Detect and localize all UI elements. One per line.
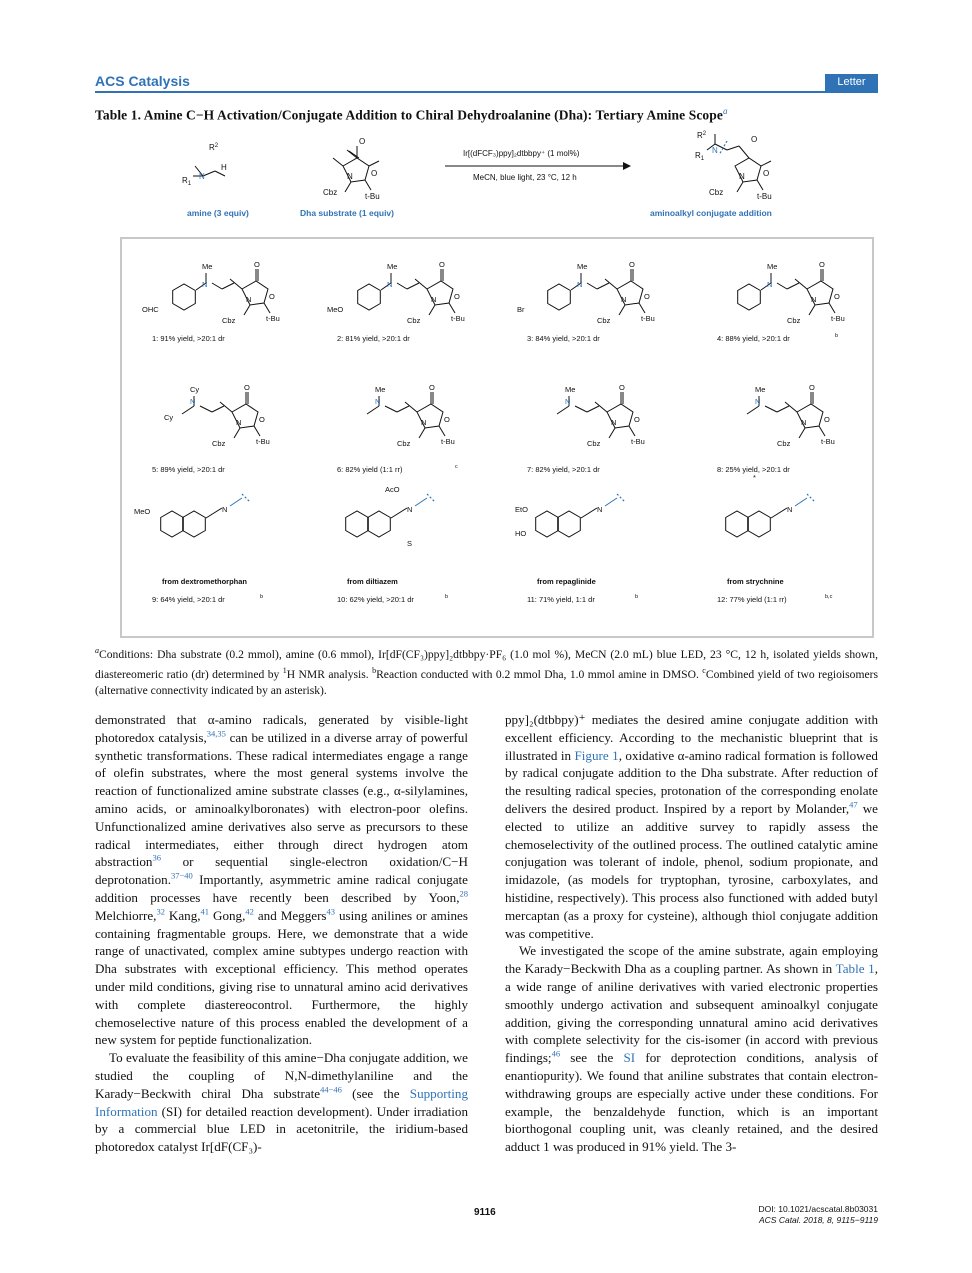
caption-note: b,c: [825, 594, 833, 600]
compound-1: [142, 260, 280, 343]
product-r2-label: $R^2$: [697, 131, 707, 140]
n-methyl-label: Me: [375, 385, 386, 394]
methoxy-label: MeO: [134, 507, 151, 516]
core-n-label: N: [597, 505, 603, 514]
compound-caption: 9: 64% yield, >20:1 dr: [152, 595, 225, 604]
citation-44-46[interactable]: 44−46: [320, 1084, 342, 1095]
dha-caption: Dha substrate (1 equiv): [300, 208, 394, 218]
citation-28[interactable]: 28: [459, 888, 468, 899]
dha-n-label: N: [347, 172, 353, 181]
reaction-scheme: [95, 128, 878, 228]
compound-caption: 4: 88% yield, >20:1 dr: [717, 334, 790, 343]
page-number: 9116: [474, 1207, 496, 1218]
citation-46[interactable]: 46: [551, 1048, 561, 1059]
compound-caption: 3: 84% yield, >20:1 dr: [527, 334, 600, 343]
regio-asterisk: *: [753, 473, 756, 482]
alkyl-n-label: N: [565, 397, 571, 406]
tbu-label: t-Bu: [641, 314, 655, 323]
product-r1-label: $R_1$: [695, 151, 705, 162]
carbonyl-o-label: O: [244, 383, 250, 392]
cbz-label: Cbz: [212, 439, 226, 448]
compound-11: [515, 494, 638, 604]
amine-n-label: N: [199, 172, 205, 181]
product-ring-o: O: [763, 169, 770, 178]
scope-table: [120, 237, 874, 638]
journal-citation: ACS Catal. 2018, 8, 9115−9119: [758, 1215, 878, 1225]
product-n-label: N: [712, 146, 718, 155]
scheme-conditions: MeCN, blue light, 23 °C, 12 h: [473, 173, 577, 182]
ring-o-label: O: [824, 415, 830, 424]
ring-n-label: N: [421, 418, 427, 427]
dha-tbu-label: t-Bu: [365, 192, 380, 201]
core-n-label: N: [787, 505, 793, 514]
compound-caption: 6: 82% yield (1:1 rr): [337, 465, 403, 474]
ring-o-label: O: [269, 292, 275, 301]
ring-o-label: O: [454, 292, 460, 301]
citation-47[interactable]: 47: [849, 799, 858, 810]
right-paragraph-2: We investigated the scope of the amine substrate, again employing the Karady−Beckwith Dha as a coupling partner. As shown in Table 1, a wide range of aniline derivatives with varied electronic properties smoothly undergo activation and subsequent aminoalkyl conjugate addition, giving the corresponding unnatural amino acid derivatives with complete selectivity for the cis-isomer (in accord with previous findings;$^{46}$ see the SI for deprotection conditions, analysis of enantiopurity). We found that aniline substrates that contain electron-withdrawing groups are especially active under these conditions. For example, the benzaldehyde function, which is an important biorthogonal coupling unit, was cleanly retained, and the desired adduct 1 was produced in 91% yield. The 3-: [505, 943, 879, 1155]
scope-structures: [122, 239, 872, 636]
compound-6: [337, 383, 458, 474]
dha-cbz-label: Cbz: [323, 188, 338, 197]
amine-h-label: H: [221, 163, 227, 172]
dha-carbonyl-o: O: [359, 137, 366, 146]
product-caption: aminoalkyl conjugate addition: [650, 208, 772, 218]
compound-caption: 1: 91% yield, >20:1 dr: [152, 334, 225, 343]
reaction-arrowhead: [623, 162, 631, 170]
carbonyl-o-label: O: [429, 383, 435, 392]
aryl-n-label: N: [387, 280, 393, 289]
caption-note: b: [635, 594, 639, 600]
aryl-substituent-label: Br: [517, 305, 525, 314]
tbu-label: t-Bu: [256, 437, 270, 446]
table-1-link[interactable]: Table 1: [835, 961, 875, 977]
aryl-n-label: N: [577, 280, 583, 289]
compound-3: [517, 260, 655, 343]
caption-note: b: [260, 594, 264, 600]
compound-9: [134, 494, 263, 604]
left-paragraph-1: demonstrated that α-amino radicals, generated by visible-light photoredox catalysis,$^{34,35}$ can be utilized in a diverse array of powerful synthetic transformations. These radical intermediates engage a range of olefin substrates, where the most general systems involve the reaction of functionalized amine substrate classes (e.g., α-silylamines, amino acids, or aminoalkylboronates) with electron-poor olefins. Unfunctionalized amine derivatives also serve as precursors to these radical intermediates, either through direct hydrogen atom abstraction$^{36}$ or sequential single-electron oxidation/C−H deprotonation.$^{37-40}$ Importantly, asymmetric amine radical conjugate addition processes have recently been described by Yoon,$^{28}$ Melchiorre,$^{32}$ Kang,$^{41}$ Gong,$^{42}$ and Meggers$^{43}$ using anilines or amines containing fragmentable groups. Here, we demonstrate that a wide range of unactivated, complex amine subtypes undergo reaction with Dha substrates with exceptional efficiency. This method operates under mild conditions, giving rise to unnatural amino acid derivatives with complete diastereocontrol. Furthermore, the highly chemoselective nature of this process enabled the development of a new system for peptide functionalization.: [95, 712, 468, 1048]
product-carbonyl-o: O: [751, 135, 758, 144]
citation-32[interactable]: 32: [156, 906, 165, 917]
scheme-reagents: Ir[(dFCF₃)ppy]₂dtbbpy⁺ (1 mol%): [463, 149, 580, 158]
table-title: [95, 106, 878, 124]
ring-o-label: O: [634, 415, 640, 424]
alkyl-n-label: N: [375, 397, 381, 406]
amine-r2-label: $R^2$: [209, 143, 219, 152]
compound-2: [327, 260, 465, 343]
tbu-label: t-Bu: [441, 437, 455, 446]
ring-n-label: N: [621, 295, 627, 304]
citation-37-40[interactable]: 37−40: [171, 870, 193, 881]
alkyl-n-label: N: [190, 397, 196, 406]
si-link[interactable]: SI: [623, 1050, 636, 1066]
compound-12: [717, 473, 833, 604]
carbonyl-o-label: O: [619, 383, 625, 392]
product-cbz-label: Cbz: [709, 188, 724, 197]
footnote-a: Conditions: Dha substrate (0.2 mmol), amine (0.6 mmol), Ir[dF(CF₃)ppy]₂dtbbpy·PF₆ (1.0 mol %), MeCN (2.0 mL) blue LED, 23 °C, 12 h, isolated yields shown, diastereomeric ratio (dr) determined by: [95, 647, 878, 681]
ring-n-label: N: [246, 295, 252, 304]
n-methyl-label: Me: [202, 262, 213, 271]
carbonyl-o-label: O: [809, 383, 815, 392]
product-tbu-label: t-Bu: [757, 192, 772, 201]
ring-n-label: N: [811, 295, 817, 304]
dha-ring-o: O: [371, 169, 378, 178]
ring-n-label: N: [431, 295, 437, 304]
table-footnote: $^a$Conditions: Dha substrate (0.2 mmol), amine (0.6 mmol), Ir[dF(CF₃)ppy]₂dtbbpy·PF₆ (1.0 mol %), MeCN (2.0 mL) blue LED, 23 °C, 12 h, isolated yields shown, diastereomeric ratio (dr) determined by $^1$H NMR analysis. $^b$Reaction conducted with 0.2 mmol Dha, 1.0 mmol amine in DMSO. $^c$Combined yield of two regioisomers (alternative connectivity indicated by an asterisk).: [95, 646, 878, 697]
compound-caption: 11: 71% yield, 1:1 dr: [527, 595, 595, 604]
table-title-note: a: [722, 106, 728, 116]
aryl-n-label: N: [202, 280, 208, 289]
header-rule: [95, 91, 878, 93]
n-substituent-label: Cy: [190, 385, 200, 394]
caption-note: b: [835, 333, 839, 339]
carbonyl-o-label: O: [629, 260, 635, 269]
compound-caption: 8: 25% yield, >20:1 dr: [717, 465, 790, 474]
ring-n-label: N: [611, 418, 617, 427]
cbz-label: Cbz: [777, 439, 791, 448]
table-title-text: Table 1. Amine C−H Activation/Conjugate Addition to Chiral Dehydroalanine (Dha): Tertiary Amine Scope: [95, 107, 723, 123]
citation-42[interactable]: 42: [245, 906, 254, 917]
citation-41[interactable]: 41: [200, 906, 210, 917]
tbu-label: t-Bu: [451, 314, 465, 323]
compound-caption: 7: 82% yield, >20:1 dr: [527, 465, 600, 474]
n-methyl-label: Me: [565, 385, 576, 394]
compound-4: [717, 260, 845, 343]
sulfur-label: S: [407, 539, 413, 548]
citation-43[interactable]: 43: [326, 906, 336, 917]
ring-o-label: O: [644, 292, 650, 301]
n-methyl-label: Me: [387, 262, 398, 271]
n-methyl-label: Me: [755, 385, 766, 394]
aryl-n-label: N: [767, 280, 773, 289]
tbu-label: t-Bu: [266, 314, 280, 323]
core-n-label: N: [407, 505, 413, 514]
cbz-label: Cbz: [397, 439, 411, 448]
origin-label: from dextromethorphan: [162, 577, 248, 586]
journal-header: [95, 73, 878, 95]
amine-r1-label: $R_1$: [182, 176, 192, 187]
citation-36[interactable]: 36: [152, 853, 161, 864]
carbonyl-o-label: O: [254, 260, 260, 269]
core-n-label: N: [222, 505, 228, 514]
cbz-label: Cbz: [407, 316, 421, 325]
compound-5: [152, 383, 270, 474]
n-methyl-label: Me: [577, 262, 588, 271]
n-methyl-label: Me: [767, 262, 778, 271]
carbonyl-o-label: O: [819, 260, 825, 269]
footnote-nmr: H NMR analysis.: [286, 667, 369, 681]
compound-7: [527, 383, 645, 474]
ring-n-label: N: [801, 418, 807, 427]
compound-caption: 5: 89% yield, >20:1 dr: [152, 465, 225, 474]
doi-text[interactable]: DOI: 10.1021/acscatal.8b03031: [758, 1204, 878, 1214]
article-type-badge: Letter: [825, 74, 878, 91]
tbu-label: t-Bu: [631, 437, 645, 446]
compound-caption: 2: 81% yield, >20:1 dr: [337, 334, 410, 343]
caption-note: b: [445, 594, 449, 600]
figure-1-link[interactable]: Figure 1: [574, 747, 619, 763]
alkyl-n-label: N: [755, 397, 761, 406]
ethoxy-label: EtO: [515, 505, 528, 514]
ring-o-label: O: [444, 415, 450, 424]
ring-o-label: O: [834, 292, 840, 301]
hydroxy-label: HO: [515, 529, 527, 538]
ring-n-label: N: [236, 418, 242, 427]
journal-name: ACS Catalysis: [95, 73, 190, 89]
origin-label: from diltiazem: [347, 577, 398, 586]
cbz-label: Cbz: [587, 439, 601, 448]
product-n-ring-label: N: [739, 172, 745, 181]
compound-8: [717, 383, 835, 474]
tbu-label: t-Bu: [831, 314, 845, 323]
supporting-information-link[interactable]: Supporting Information: [95, 1085, 468, 1119]
footnote-b: Reaction conducted with 0.2 mmol Dha, 1.0 mmol amine in DMSO.: [376, 667, 699, 681]
caption-note: c: [455, 464, 458, 470]
cbz-label: Cbz: [787, 316, 801, 325]
acetoxy-label: AcO: [385, 485, 400, 494]
compound-10: [337, 485, 448, 604]
n-substituent-label-2: Cy: [164, 413, 174, 422]
right-paragraph-1: ppy]₂(dtbbpy)⁺ mediates the desired amine conjugate addition with excellent efficiency. According to the mechanistic blueprint that is illustrated in Figure 1, oxidative α-amino radical formation is followed by radical conjugate addition to the Dha substrate. After reduction of the resulting radical species, protonation of the corresponding enolate delivers the desired product. Inspired by a report by Molander,$^{47}$ we elected to utilize an additive survey to rapidly assess the chemoselectivity of the outlined process. The outlined catalytic amine conjugation was tolerant of indole, phenol, sodium propionate, and imidazole, (as models for tryptophan, tyrosine, carboxylates, and histidine, respectively). This process also functioned with added butyl mercaptan (as a proxy for cysteine), although thiol conjugate addition was competitive.: [505, 712, 878, 941]
aryl-substituent-label: OHC: [142, 305, 159, 314]
cbz-label: Cbz: [597, 316, 611, 325]
doi-block: [758, 1204, 878, 1226]
footnote-c: Combined yield of two regioisomers (alternative connectivity indicated by an asterisk).: [95, 667, 878, 697]
cbz-label: Cbz: [222, 316, 236, 325]
amine-caption: amine (3 equiv): [187, 208, 249, 218]
tbu-label: t-Bu: [821, 437, 835, 446]
carbonyl-o-label: O: [439, 260, 445, 269]
body-column-right: [505, 711, 878, 1156]
origin-label: from repaglinide: [537, 577, 596, 586]
body-column-left: [95, 711, 468, 1156]
compound-caption: 12: 77% yield (1:1 rr): [717, 595, 787, 604]
origin-label: from strychnine: [727, 577, 784, 586]
aryl-substituent-label: MeO: [327, 305, 344, 314]
ring-o-label: O: [259, 415, 265, 424]
left-paragraph-2: To evaluate the feasibility of this amine−Dha conjugate addition, we studied the coupling of N,N-dimethylaniline and the Karady−Beckwith chiral Dha substrate$^{44-46}$ (see the Supporting Information (SI) for detailed reaction development). Under irradiation by a commercial blue LED in acetonitrile, the iridium-based photoredox catalyst Ir[dF(CF₃)-: [95, 1050, 468, 1155]
compound-caption: 10: 62% yield, >20:1 dr: [337, 595, 414, 604]
citation-34-35[interactable]: 34,35: [206, 728, 226, 739]
